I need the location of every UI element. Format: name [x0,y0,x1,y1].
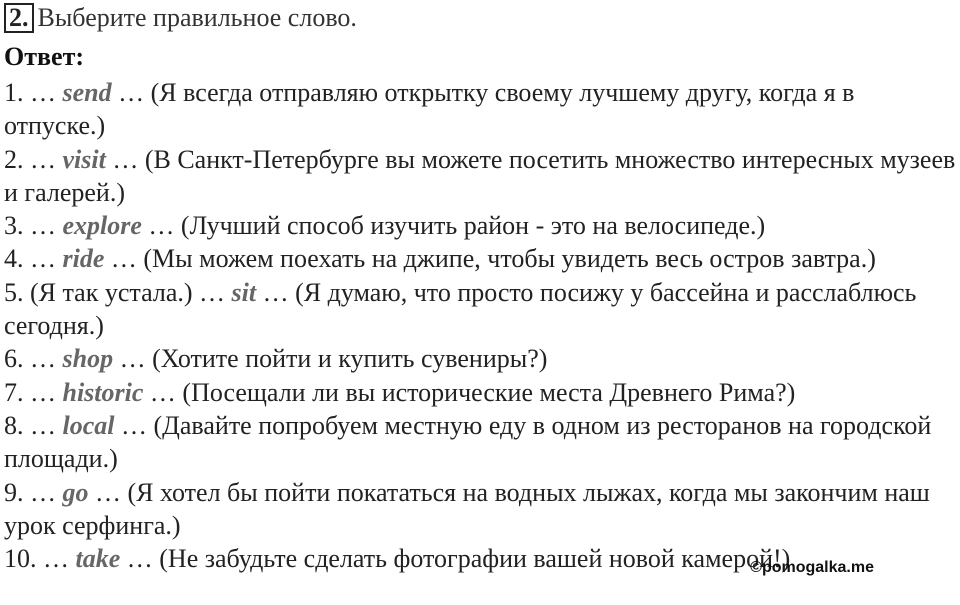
task-number: 2. [4,3,34,33]
answer-item-prefix: 10. … [4,544,76,574]
answer-item-prefix: 3. … [4,211,63,241]
answer-word: local [62,410,115,440]
answer-word: ride [62,244,105,274]
watermark: ©pomogalka.me [750,559,874,576]
answer-item-prefix: 2. … [4,144,63,174]
answer-word: shop [62,344,114,374]
answer-item-prefix: 1. … [4,78,63,107]
answer-item-2 [4,143,960,210]
answer-item-prefix: 7. … [4,377,63,407]
answer-item-6 [4,342,960,375]
answer-word: take [75,544,121,574]
task-header [4,2,357,34]
answer-heading: Ответ: [4,42,85,71]
answer-item-translation: … (Я хотел бы пойти покататься на водных лыжах, когда мы закончим наш урок серфинга.) [4,477,930,540]
answer-item-translation: … (Посещали ли вы исторические места Древнего Рима?) [143,377,796,407]
answer-item-8 [4,409,960,476]
answer-word: go [62,477,89,507]
answer-word: visit [62,144,106,174]
answer-word: sit [231,277,257,307]
answer-word: explore [62,211,142,241]
answer-item-prefix: 8. … [4,410,63,440]
answer-item-translation: … (Я думаю, что просто посижу у бассейна и расслаблюсь сегодня.) [4,277,917,341]
answer-item-translation: … (Не забудьте сделать фотографии вашей новой камерой!) [120,544,791,574]
answer-item-prefix: 5. (Я так устала.) … [4,277,232,307]
answer-item-prefix: 6. … [4,344,63,374]
answer-word: send [62,78,112,107]
answer-item-translation: … (Мы можем поехать на джипе, чтобы увидеть весь остров завтра.) [104,244,876,274]
answer-item-9 [4,476,960,543]
answer-word: historic [62,377,144,407]
answer-item-translation: … (Хотите пойти и купить сувениры?) [113,344,548,374]
answer-item-prefix: 4. … [4,244,63,274]
answer-item-prefix: 9. … [4,477,63,507]
task-instruction: Выберите правильное слово. [37,3,357,32]
answer-item-4 [4,242,960,275]
answer-item-5 [4,276,960,343]
answer-item-3 [4,209,960,242]
answer-item-translation: … (Я всегда отправляю открытку своему лучшему другу, когда я в отпуске.) [4,78,855,141]
answer-item-translation: … (Давайте попробуем местную еду в одном из ресторанов на городской площади.) [4,410,932,474]
answer-item-translation: … (В Санкт-Петербурге вы можете посетить множество интересных музеев и галерей.) [4,144,956,207]
answer-list [4,76,960,575]
answer-item-1 [4,76,960,143]
answer-item-translation: … (Лучший способ изучить район - это на велосипеде.) [141,211,766,241]
answer-item-7 [4,376,960,409]
